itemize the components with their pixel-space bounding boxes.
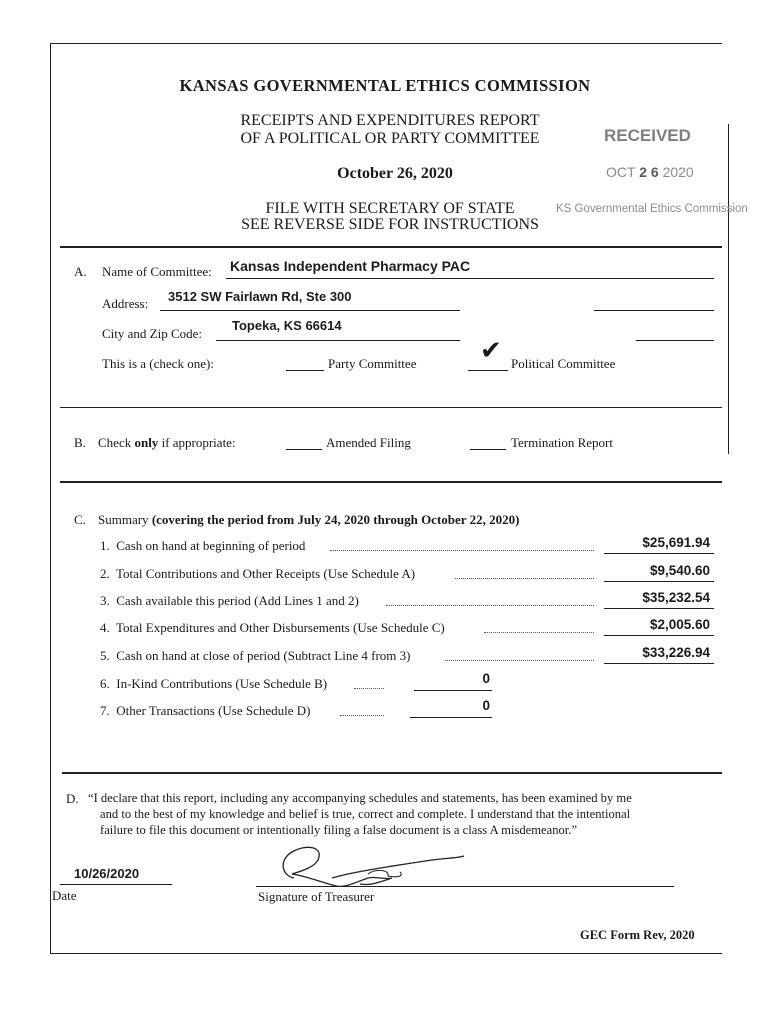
leader-dots	[354, 688, 384, 689]
amended-filing-label: Amended Filing	[326, 435, 411, 450]
summary-line-amount: $9,540.60	[649, 563, 710, 578]
summary-line-label: 5. Cash on hand at close of period (Subtract Line 4 from 3)	[100, 648, 411, 663]
summary-line-amount: 0	[482, 698, 490, 713]
leader-dots	[386, 605, 594, 606]
declaration-line-3: failure to file this document or intentionally filing a false document is a class A misdemeanor.”	[100, 823, 578, 837]
address-line-right	[594, 310, 714, 311]
address-value: 3512 SW Fairlawn Rd, Ste 300	[168, 289, 352, 304]
city-zip-line	[216, 340, 460, 341]
leader-dots	[455, 578, 594, 579]
received-stamp: RECEIVED	[604, 126, 691, 145]
political-committee-label: Political Committee	[511, 356, 616, 371]
city-zip-line-right	[636, 340, 714, 341]
date-label: Date	[52, 888, 77, 903]
city-zip-label: City and Zip Code:	[102, 326, 203, 341]
summary-line-amount: $2,005.60	[649, 617, 710, 632]
signature-date-value: 10/26/2020	[74, 866, 140, 881]
amount-line	[410, 717, 492, 718]
report-title-line1: RECEIPTS AND EXPENDITURES REPORT	[240, 112, 540, 129]
section-a-letter: A.	[74, 264, 87, 279]
committee-name-value: Kansas Independent Pharmacy PAC	[230, 258, 471, 274]
political-committee-blank[interactable]	[468, 370, 508, 371]
political-committee-checkmark[interactable]: ✔	[480, 336, 502, 366]
commission-title: KANSAS GOVERNMENTAL ETHICS COMMISSION	[179, 76, 591, 95]
frame-left-line	[50, 43, 51, 954]
date-line	[60, 884, 172, 885]
summary-period: (covering the period from July 24, 2020 through October 22, 2020)	[148, 512, 520, 527]
leader-dots	[484, 632, 594, 633]
amount-line	[414, 690, 492, 691]
stamp-agency: KS Governmental Ethics Commission	[556, 203, 748, 215]
summary-line-amount: $33,226.94	[642, 645, 710, 660]
signature-label: Signature of Treasurer	[258, 889, 375, 904]
committee-type-label: This is a (check one):	[102, 356, 214, 371]
check-prefix: Check	[98, 435, 135, 450]
declaration-line-1: “I declare that this report, including any accompanying schedules and statements, has been examined by me	[88, 791, 632, 805]
summary-label: Summary	[98, 512, 149, 527]
section-b-letter: B.	[74, 435, 86, 450]
amended-filing-blank[interactable]	[286, 449, 322, 450]
header-divider	[60, 246, 722, 248]
amount-line	[604, 608, 714, 609]
committee-name-label: Name of Committee:	[102, 264, 212, 279]
leader-dots	[330, 550, 594, 551]
leader-dots	[445, 660, 594, 661]
termination-report-label: Termination Report	[511, 435, 613, 450]
summary-line-label: 4. Total Expenditures and Other Disbursements (Use Schedule C)	[100, 620, 445, 635]
report-date: October 26, 2020	[337, 165, 453, 182]
party-committee-label: Party Committee	[328, 356, 417, 371]
stamp-day: 2 6	[639, 164, 659, 180]
summary-heading	[98, 512, 519, 528]
summary-line-label: 3. Cash available this period (Add Lines 1 and 2)	[100, 593, 359, 608]
summary-line-label: 7. Other Transactions (Use Schedule D)	[100, 703, 311, 718]
summary-line-amount: $35,232.54	[642, 590, 710, 605]
section-c-letter: C.	[74, 512, 86, 527]
file-with-text: FILE WITH SECRETARY OF STATE	[265, 200, 515, 217]
section-a-divider	[60, 407, 722, 408]
amount-line	[604, 635, 714, 636]
check-only: only	[134, 435, 159, 450]
form-revision: GEC Form Rev, 2020	[580, 928, 695, 942]
summary-line-label: 2. Total Contributions and Other Receipts (Use Schedule A)	[100, 566, 416, 581]
city-zip-value: Topeka, KS 66614	[232, 318, 342, 333]
stamp-year: 2020	[662, 164, 694, 180]
summary-line-amount: 0	[482, 671, 490, 686]
frame-top-line	[50, 43, 722, 44]
amount-line	[604, 581, 714, 582]
summary-line-label: 6. In-Kind Contributions (Use Schedule B)	[100, 676, 328, 691]
report-title-line2: OF A POLITICAL OR PARTY COMMITTEE	[240, 130, 540, 147]
section-b-divider	[60, 481, 722, 483]
section-d-letter: D.	[66, 791, 79, 806]
frame-right-line	[728, 124, 729, 454]
declaration-line-2: and to the best of my knowledge and belief is true, correct and complete. I understand that the intentional	[100, 807, 631, 821]
received-stamp-date	[606, 164, 694, 180]
signature-line	[256, 886, 674, 887]
address-label: Address:	[102, 296, 149, 311]
check-suffix: if appropriate:	[158, 435, 236, 450]
leader-dots	[340, 715, 384, 716]
stamp-month: OCT	[606, 164, 636, 180]
address-line	[160, 310, 460, 311]
section-c-divider	[62, 772, 722, 774]
committee-name-line	[226, 278, 714, 279]
summary-line-amount: $25,691.94	[642, 535, 710, 550]
amount-line	[604, 553, 714, 554]
frame-bottom-line	[50, 953, 722, 954]
termination-report-blank[interactable]	[470, 449, 506, 450]
instructions-text: SEE REVERSE SIDE FOR INSTRUCTIONS	[241, 216, 539, 233]
party-committee-blank[interactable]	[286, 370, 324, 371]
check-if-appropriate-label	[98, 435, 236, 451]
summary-line-label: 1. Cash on hand at beginning of period	[100, 538, 306, 553]
amount-line	[604, 663, 714, 664]
